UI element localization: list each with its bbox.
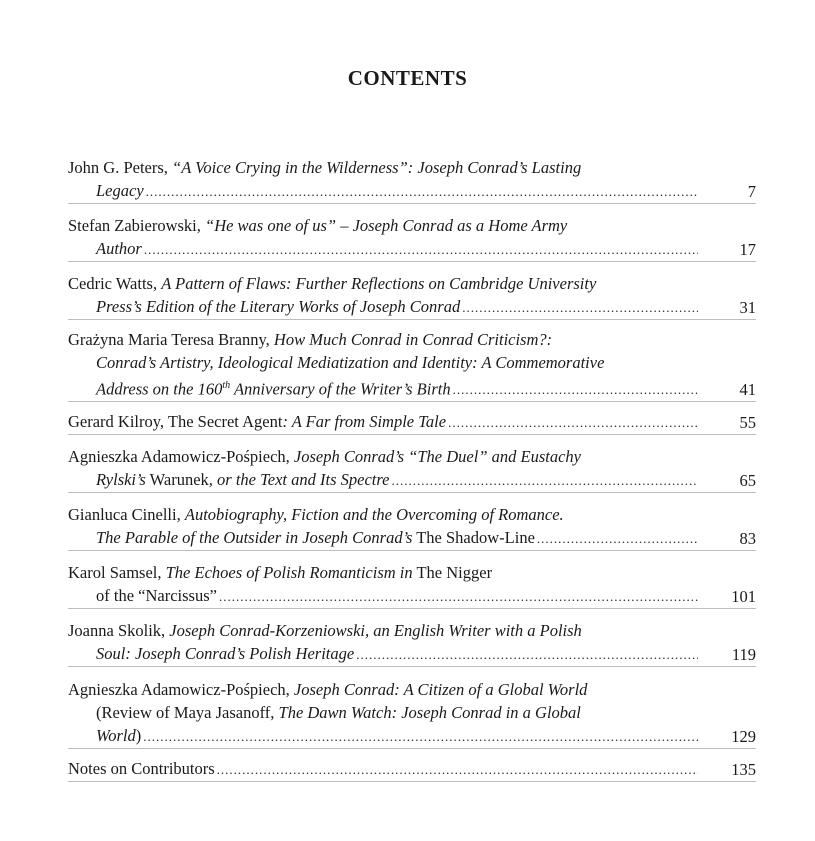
dot-leader — [392, 469, 698, 492]
toc-entry-text — [68, 503, 698, 550]
toc-entry[interactable] — [68, 320, 756, 402]
dot-leader — [144, 238, 698, 261]
toc-entry[interactable] — [68, 435, 756, 493]
dot-leader — [219, 585, 698, 608]
table-of-contents — [68, 146, 756, 782]
dot-leader — [146, 180, 698, 203]
toc-page-number: 65 — [739, 471, 756, 490]
toc-title: “He was one of us” – Joseph Conrad as a Home Army — [205, 216, 568, 235]
toc-title: How Much Conrad in Conrad Criticism?: — [273, 329, 553, 349]
toc-page-number: 135 — [731, 760, 756, 779]
toc-entry-text — [68, 561, 698, 608]
toc-page-number: 129 — [731, 727, 756, 746]
toc-entry[interactable] — [68, 609, 756, 667]
page-title: CONTENTS — [347, 66, 468, 90]
toc-page-number: 55 — [739, 413, 756, 432]
toc-entry-text — [68, 757, 698, 781]
toc-title: Gerard Kilroy, The Secret Agent: A Far from Simple Tale — [68, 412, 447, 431]
dot-leader — [217, 758, 698, 781]
toc-author: Cedric Watts, — [68, 274, 158, 293]
toc-title: “A Voice Crying in the Wilderness”: Joseph Conrad’s Lasting — [172, 158, 582, 177]
toc-title-cont: (Review of Maya Jasanoff, The Dawn Watch: Joseph Conrad in a Global — [96, 703, 581, 722]
toc-entry-text — [68, 156, 698, 203]
toc-title-cont: Press’s Edition of the Literary Works of Joseph Conrad — [96, 297, 461, 316]
toc-page-number: 41 — [739, 380, 756, 399]
toc-author: John G. Peters, — [68, 158, 168, 177]
toc-title-cont: Conrad’s Artistry, Ideological Mediatization and Identity: A Commemorative — [96, 352, 605, 372]
dot-leader — [453, 378, 698, 401]
toc-title: Joseph Conrad-Korzeniowski, an English Writer with a Polish — [169, 621, 582, 640]
toc-title-cont: World) — [96, 726, 142, 745]
toc-title-cont: Author — [96, 239, 142, 258]
dot-leader — [356, 643, 698, 666]
toc-title: The Echoes of Polish Romanticism in — [165, 563, 413, 582]
toc-author: Agnieszka Adamowicz-Pośpiech, — [68, 680, 290, 699]
toc-page-number: 31 — [739, 298, 756, 317]
toc-entry[interactable] — [68, 146, 756, 204]
dot-leader — [143, 725, 698, 748]
toc-entry-text — [68, 678, 698, 748]
toc-entry-text — [68, 445, 698, 492]
toc-author: Agnieszka Adamowicz-Pośpiech, — [68, 447, 290, 466]
toc-page-number: 17 — [739, 240, 756, 259]
toc-entry-text — [68, 328, 698, 402]
dot-leader — [537, 527, 698, 550]
toc-entry[interactable] — [68, 402, 756, 435]
toc-title-cont: The Parable of the Outsider in Joseph Conrad’s The Shadow-Line — [96, 528, 535, 547]
toc-page-number: 119 — [731, 645, 756, 664]
toc-entry-text — [68, 410, 698, 434]
toc-entry-text — [68, 619, 698, 666]
toc-title: A Pattern of Flaws: Further Reflections on Cambridge University — [161, 274, 597, 293]
toc-author: Grażyna Maria Teresa Branny, — [68, 329, 270, 349]
toc-entry[interactable] — [68, 493, 756, 551]
toc-title: Joseph Conrad’s “The Duel” and Eustachy — [293, 447, 581, 466]
toc-author: Gerard Kilroy, The Secret Agent — [68, 412, 283, 431]
toc-title-cont: Soul: Joseph Conrad’s Polish Heritage — [96, 644, 355, 663]
toc-title-cont: Rylski’s Warunek, or the Text and Its Spectre — [96, 470, 390, 489]
toc-title-tail: The Nigger — [412, 563, 493, 582]
toc-title-cont: Address on the 160th Anniversary of the Writer’s Birth — [96, 379, 451, 398]
toc-entry[interactable] — [68, 204, 756, 262]
toc-title-cont: of the “Narcissus” — [96, 586, 217, 605]
dot-leader — [462, 296, 698, 319]
toc-entry[interactable] — [68, 667, 756, 749]
toc-entry[interactable] — [68, 551, 756, 609]
toc-title: Notes on Contributors — [68, 759, 215, 778]
toc-author: Joanna Skolik, — [68, 621, 166, 640]
toc-title: Joseph Conrad: A Citizen of a Global World — [293, 680, 588, 699]
toc-author: Stefan Zabierowski, — [68, 216, 201, 235]
toc-title: Autobiography, Fiction and the Overcoming of Romance. — [184, 505, 564, 524]
toc-author: Karol Samsel, — [68, 563, 162, 582]
toc-entry[interactable] — [68, 262, 756, 320]
toc-entry[interactable] — [68, 749, 756, 782]
toc-title-cont: Legacy — [96, 181, 144, 200]
toc-page-number: 101 — [731, 587, 756, 606]
toc-entry-text — [68, 214, 698, 261]
toc-page-number: 83 — [739, 529, 756, 548]
toc-page-number: 7 — [747, 182, 756, 201]
dot-leader — [448, 411, 698, 434]
toc-entry-text — [68, 272, 698, 319]
toc-author: Gianluca Cinelli, — [68, 505, 181, 524]
